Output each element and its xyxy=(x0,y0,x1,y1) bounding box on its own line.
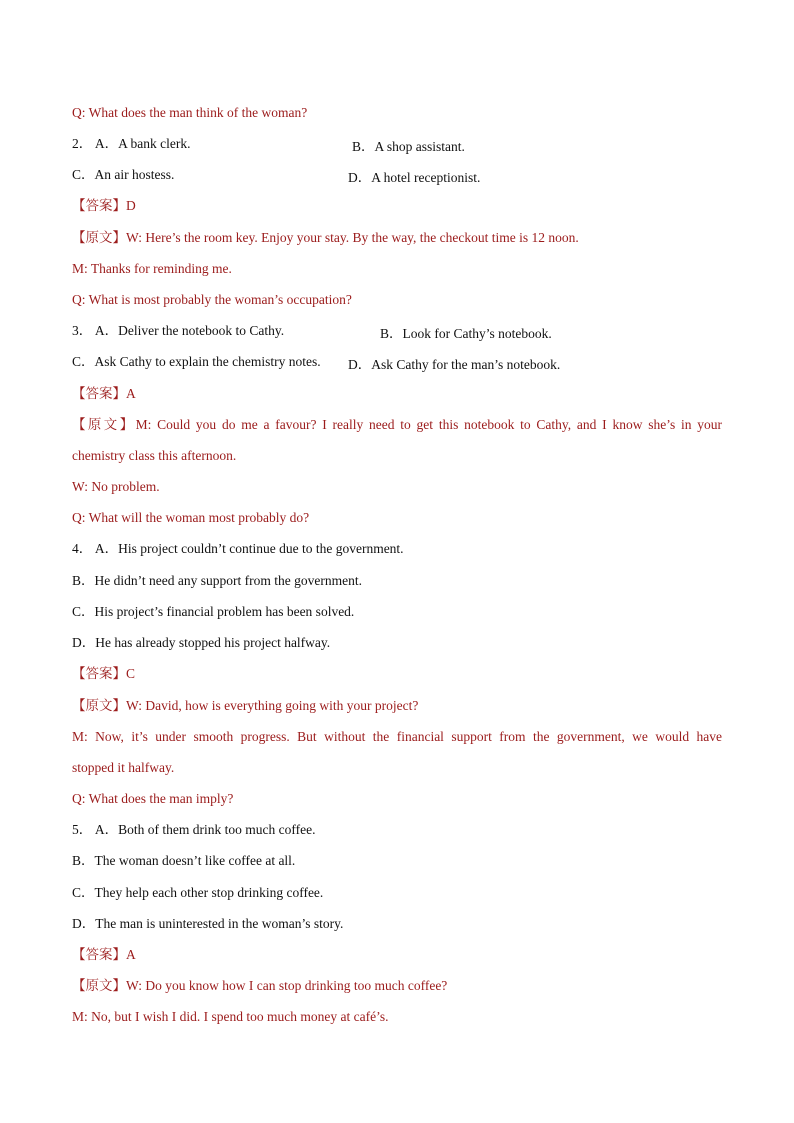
q5-option-d: D．The man is uninterested in the woman’s story. xyxy=(72,916,344,931)
q4-transcript-m-line1: M: Now, it’s under smooth progress. But without the financial support from the government, we would have xyxy=(72,729,722,744)
q4-transcript-w-text: W: David, how is everything going with your project? xyxy=(126,698,419,713)
q4-option-d: D．He has already stopped his project halfway. xyxy=(72,635,331,650)
q5-transcript-m: M: No, but I wish I did. I spend too much money at café’s. xyxy=(72,1009,389,1024)
q2-transcript-m: M: Thanks for reminding me. xyxy=(72,261,232,276)
q4-question: Q: What does the man imply? xyxy=(72,791,234,806)
q3-transcript-m-text: M: Could you do me a favour? I really need to get this notebook to Cathy, and I know she’s in your xyxy=(135,417,723,432)
q2-option-c: C．An air hostess. xyxy=(72,167,175,182)
q3-option-b: B．Look for Cathy’s notebook. xyxy=(380,326,552,341)
q5-option-a: 5． A．Both of them drink too much coffee. xyxy=(72,822,316,837)
q4-transcript-w xyxy=(72,697,418,715)
q2-answer: 【答案】D xyxy=(72,198,136,213)
q3-option-c: C．Ask Cathy to explain the chemistry notes. xyxy=(72,354,321,369)
q1-question: Q: What does the man think of the woman? xyxy=(72,105,308,120)
q5-transcript-w-text: W: Do you know how I can stop drinking too much coffee? xyxy=(126,978,448,993)
q5-option-b: B．The woman doesn’t like coffee at all. xyxy=(72,853,296,868)
q3-option-a: 3． A．Deliver the notebook to Cathy. xyxy=(72,323,285,338)
q3-answer: 【答案】A xyxy=(72,386,136,401)
q4-option-c: C．His project’s financial problem has been solved. xyxy=(72,604,355,619)
q2-transcript-label: 【原文】 xyxy=(72,230,126,245)
q3-transcript-w: W: No problem. xyxy=(72,479,160,494)
q4-transcript-m-line2: stopped it halfway. xyxy=(72,760,175,775)
q4-option-a: 4． A．His project couldn’t continue due to the government. xyxy=(72,541,404,556)
q3-transcript-label: 【原文】 xyxy=(72,417,136,432)
q2-transcript-w xyxy=(72,229,579,247)
q2-option-a: 2． A．A bank clerk. xyxy=(72,136,191,151)
q5-answer: 【答案】A xyxy=(72,947,136,962)
q2-transcript-w-text: W: Here’s the room key. Enjoy your stay. By the way, the checkout time is 12 noon. xyxy=(126,230,579,245)
q3-transcript-m-line1 xyxy=(72,416,722,434)
q5-transcript-w xyxy=(72,977,447,995)
q5-option-c: C．They help each other stop drinking coffee. xyxy=(72,885,324,900)
q2-option-d: D．A hotel receptionist. xyxy=(348,170,481,185)
q4-option-b: B．He didn’t need any support from the government. xyxy=(72,573,362,588)
q3-question: Q: What will the woman most probably do? xyxy=(72,510,310,525)
q2-question: Q: What is most probably the woman’s occupation? xyxy=(72,292,352,307)
q3-transcript-m-line2: chemistry class this afternoon. xyxy=(72,448,237,463)
q4-answer: 【答案】C xyxy=(72,666,136,681)
q4-transcript-label: 【原文】 xyxy=(72,698,126,713)
q5-transcript-label: 【原文】 xyxy=(72,978,126,993)
q2-option-b: B．A shop assistant. xyxy=(352,139,465,154)
q3-option-d: D．Ask Cathy for the man’s notebook. xyxy=(348,357,561,372)
